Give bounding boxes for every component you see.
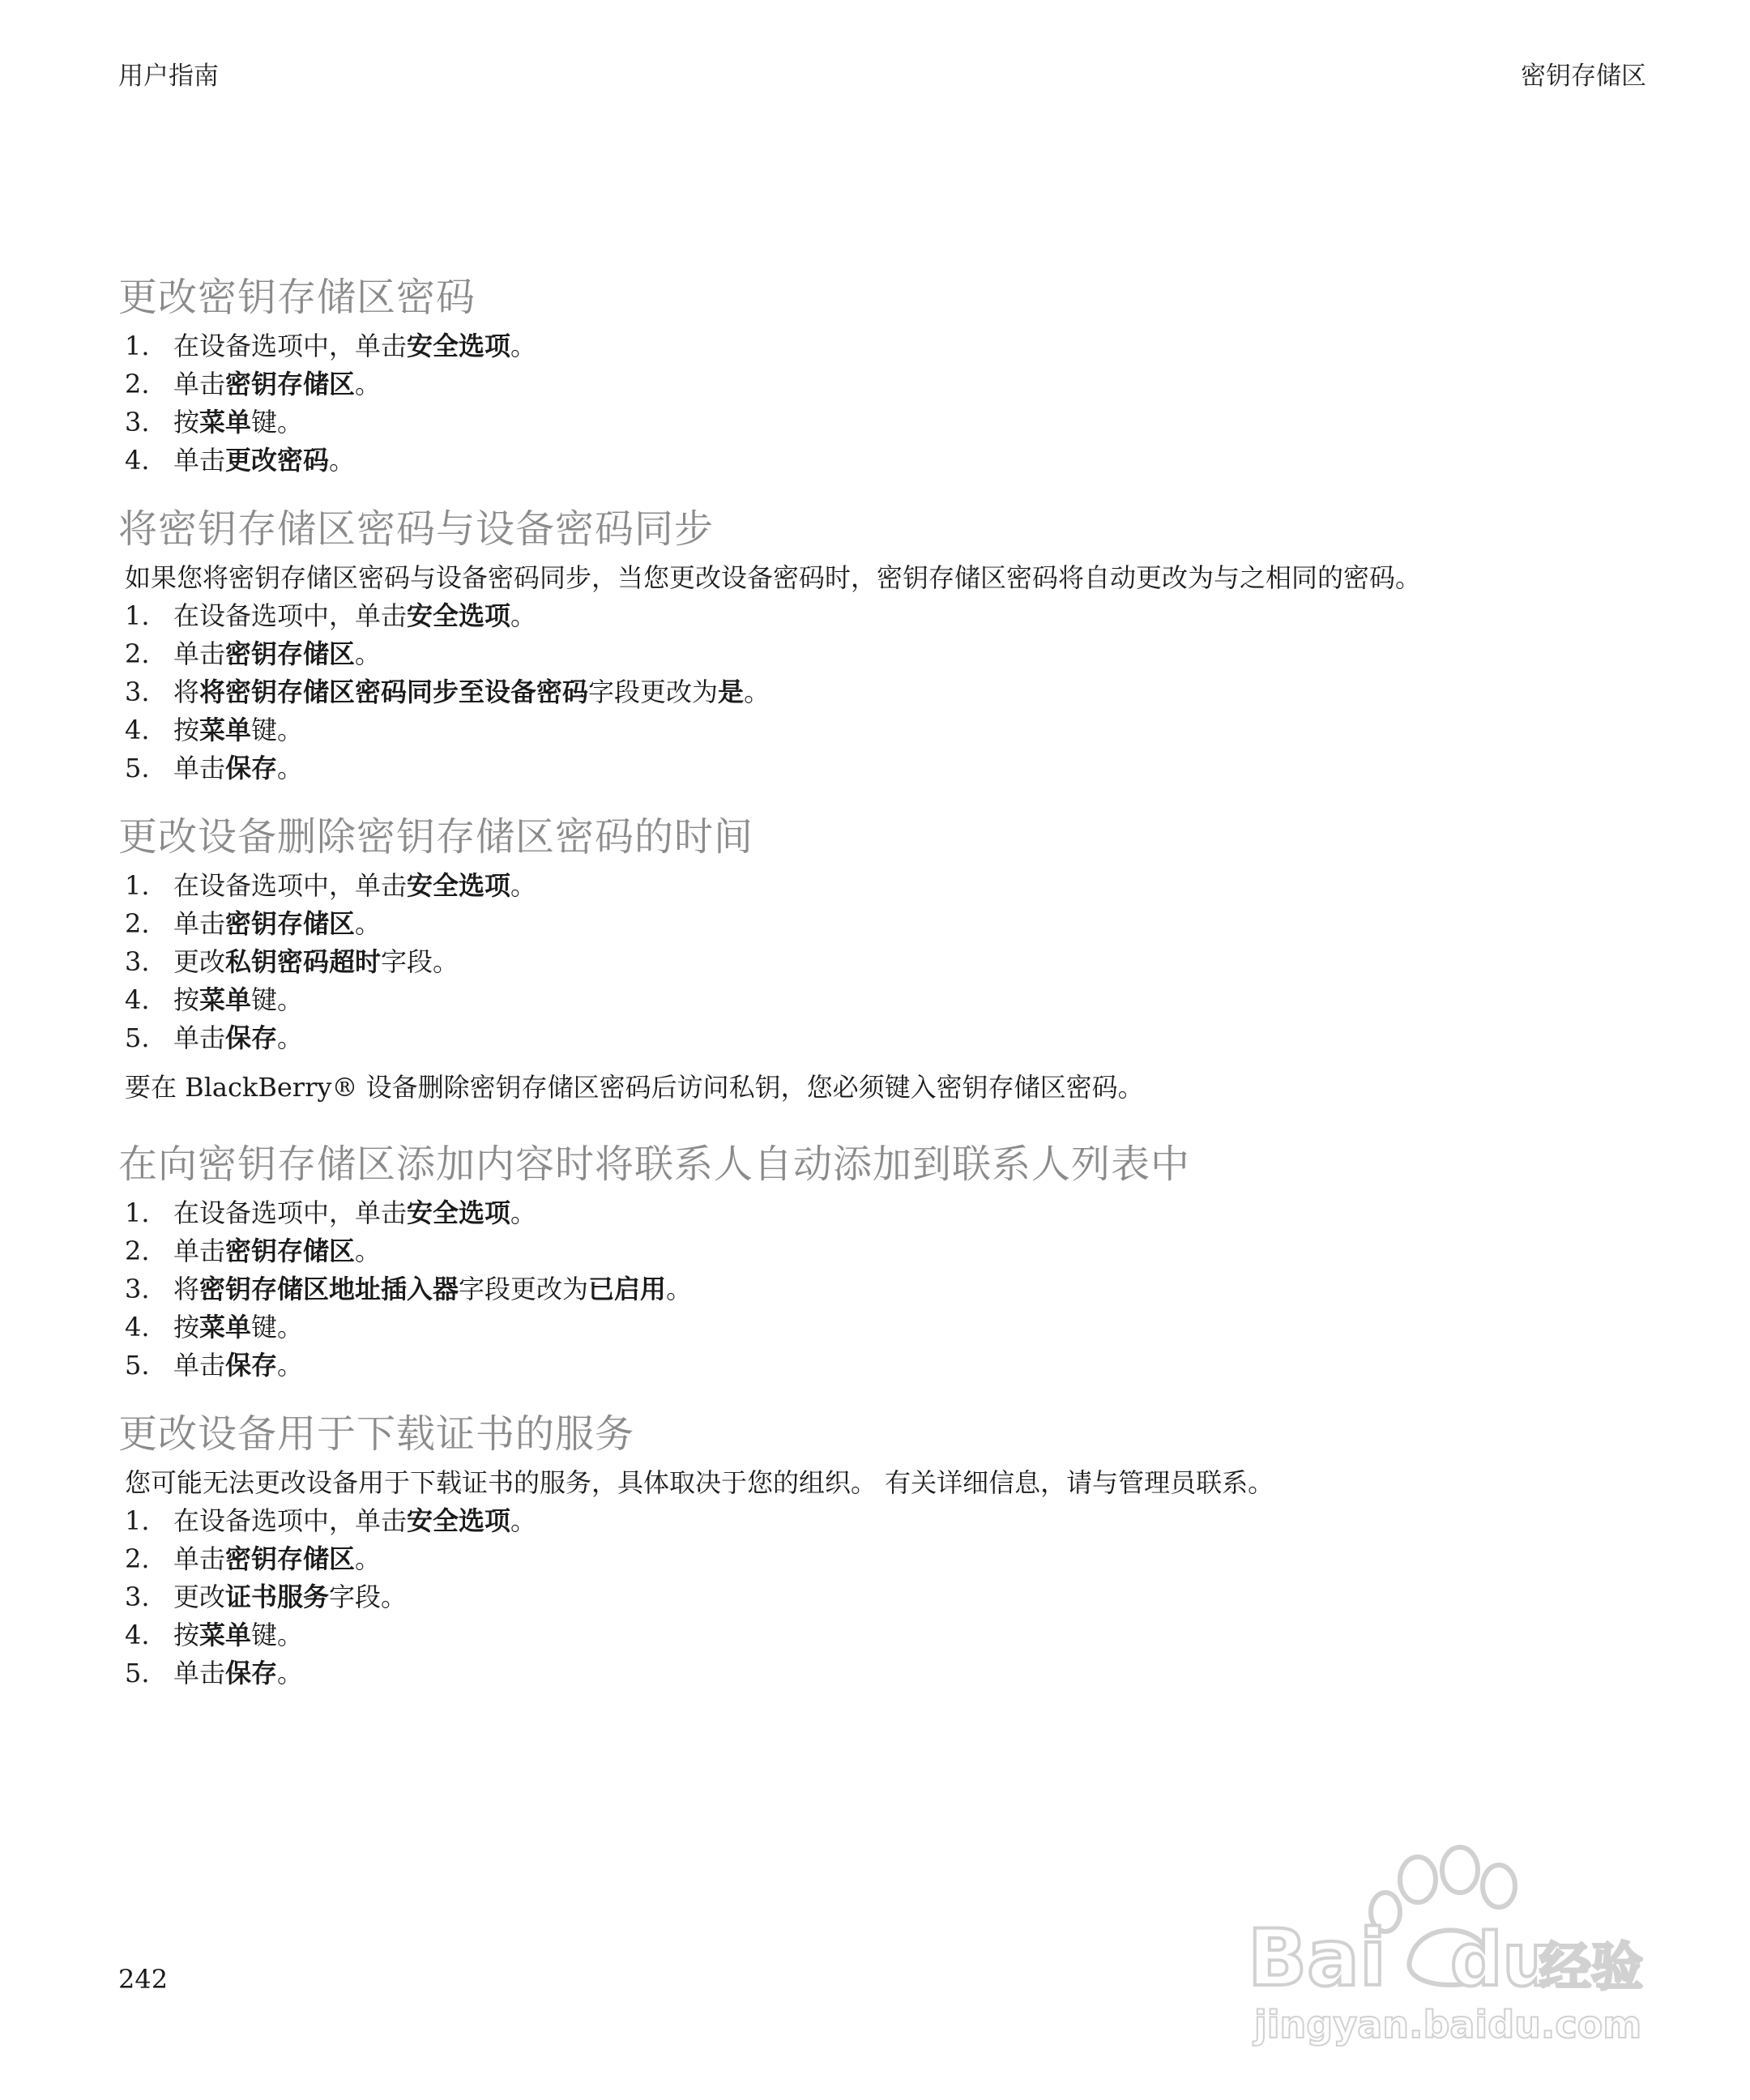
ui-term: 菜单 bbox=[199, 715, 252, 745]
section-note: 要在 BlackBerry® 设备删除密钥存储区密码后访问私钥，您必须键入密钥存储区密码。 bbox=[125, 1072, 1144, 1103]
step-list bbox=[118, 1502, 1658, 1692]
step-item bbox=[118, 1270, 1658, 1308]
step-text bbox=[173, 711, 303, 749]
step-text bbox=[173, 1194, 536, 1232]
step-text bbox=[173, 365, 381, 403]
step-text-fragment: 在设备选项中，单击 bbox=[173, 1505, 408, 1536]
step-text-fragment: 。 bbox=[355, 908, 382, 939]
section-title: 在向密钥存储区添加内容时将联系人自动添加到联系人列表中 bbox=[118, 1142, 1191, 1187]
ui-term: 保存 bbox=[225, 1022, 278, 1053]
step-text-fragment: 键。 bbox=[251, 984, 304, 1015]
step-text-fragment: 。 bbox=[510, 1197, 537, 1228]
step-text bbox=[173, 1347, 303, 1385]
step-number: 1. bbox=[125, 1505, 150, 1536]
step-text bbox=[173, 1232, 381, 1270]
step-text-fragment: 键。 bbox=[251, 1620, 304, 1650]
ui-term: 安全选项 bbox=[407, 870, 511, 901]
step-text bbox=[173, 905, 381, 943]
step-text-fragment: 字段。 bbox=[381, 946, 459, 977]
step-text-fragment: 按 bbox=[173, 984, 200, 1015]
step-text-fragment: 单击 bbox=[173, 1658, 226, 1688]
step-text-fragment: 字段更改为 bbox=[459, 1274, 589, 1304]
step-text-fragment: 单击 bbox=[173, 1236, 226, 1266]
step-item bbox=[118, 1654, 1658, 1692]
step-item bbox=[118, 1502, 1658, 1540]
step-text bbox=[173, 867, 536, 905]
ui-term: 密钥存储区 bbox=[225, 1236, 356, 1266]
ui-term: 更改密码 bbox=[225, 445, 330, 476]
svg-text:经验: 经验 bbox=[1539, 1938, 1643, 1998]
step-number: 2. bbox=[125, 908, 150, 939]
step-item bbox=[118, 1308, 1658, 1347]
step-text-fragment: 。 bbox=[329, 445, 356, 476]
step-text-fragment: 单击 bbox=[173, 369, 226, 399]
step-item bbox=[118, 403, 1658, 442]
step-item bbox=[118, 711, 1658, 749]
step-text-fragment: 在设备选项中，单击 bbox=[173, 870, 408, 901]
step-text-fragment: 按 bbox=[173, 715, 200, 745]
step-text-fragment: 按 bbox=[173, 1312, 200, 1342]
step-item bbox=[118, 749, 1658, 788]
document-body bbox=[118, 272, 1658, 1717]
step-text bbox=[173, 403, 303, 442]
section bbox=[118, 504, 1658, 788]
step-text-fragment: 单击 bbox=[173, 638, 226, 669]
ui-term: 安全选项 bbox=[407, 1197, 511, 1228]
step-item bbox=[118, 1540, 1658, 1578]
step-item bbox=[118, 1616, 1658, 1654]
ui-term: 菜单 bbox=[199, 1312, 252, 1342]
ui-term: 私钥密码超时 bbox=[225, 946, 382, 977]
step-text-fragment: 。 bbox=[355, 1543, 382, 1574]
step-number: 1. bbox=[125, 600, 150, 631]
step-text-fragment: 在设备选项中，单击 bbox=[173, 1197, 408, 1228]
step-text-fragment: 。 bbox=[277, 1022, 304, 1053]
step-number: 3. bbox=[125, 1274, 150, 1304]
step-text-fragment: 。 bbox=[510, 331, 537, 361]
step-number: 5. bbox=[125, 1658, 150, 1688]
ui-term: 安全选项 bbox=[407, 600, 511, 631]
step-list bbox=[118, 1194, 1658, 1385]
step-number: 5. bbox=[125, 753, 150, 783]
section-intro: 如果您将密钥存储区密码与设备密码同步，当您更改设备密码时，密钥存储区密码将自动更改为与之相同的密码。 bbox=[125, 562, 1422, 593]
step-number: 2. bbox=[125, 1236, 150, 1266]
step-text-fragment: 单击 bbox=[173, 908, 226, 939]
step-item bbox=[118, 365, 1658, 403]
section bbox=[118, 812, 1658, 1107]
step-text-fragment: 。 bbox=[277, 1350, 304, 1381]
section-title: 更改设备删除密钥存储区密码的时间 bbox=[118, 814, 754, 860]
step-text-fragment: 单击 bbox=[173, 1543, 226, 1574]
step-text-fragment: 。 bbox=[277, 1658, 304, 1688]
section bbox=[118, 272, 1658, 480]
step-text-fragment: 键。 bbox=[251, 1312, 304, 1342]
step-text-fragment: 在设备选项中，单击 bbox=[173, 331, 408, 361]
svg-text:jingyan.baidu.com: jingyan.baidu.com bbox=[1254, 2003, 1642, 2047]
ui-term: 菜单 bbox=[199, 984, 252, 1015]
step-text-fragment: 将 bbox=[173, 1274, 200, 1304]
section-title: 将密钥存储区密码与设备密码同步 bbox=[118, 506, 715, 552]
step-number: 3. bbox=[125, 946, 150, 977]
ui-term: 密钥存储区 bbox=[225, 1543, 356, 1574]
ui-term: 密钥存储区 bbox=[225, 908, 356, 939]
step-number: 4. bbox=[125, 715, 150, 745]
step-text-fragment: 单击 bbox=[173, 1022, 226, 1053]
step-text-fragment: 。 bbox=[355, 1236, 382, 1266]
svg-text:du: du bbox=[1450, 1918, 1555, 2003]
step-item bbox=[118, 981, 1658, 1019]
step-number: 2. bbox=[125, 369, 150, 399]
step-list bbox=[118, 597, 1658, 788]
step-number: 4. bbox=[125, 1312, 150, 1342]
step-text-fragment: 键。 bbox=[251, 407, 304, 438]
step-item bbox=[118, 597, 1658, 635]
ui-term: 证书服务 bbox=[225, 1581, 330, 1612]
step-text bbox=[173, 943, 459, 981]
ui-term: 菜单 bbox=[199, 1620, 252, 1650]
step-text-fragment: 按 bbox=[173, 407, 200, 438]
step-number: 4. bbox=[125, 445, 150, 476]
section-title: 更改设备用于下载证书的服务 bbox=[118, 1411, 635, 1457]
page-number: 242 bbox=[118, 1964, 169, 1995]
step-text-fragment: 。 bbox=[355, 369, 382, 399]
baidu-jingyan-watermark bbox=[1248, 1839, 1653, 2050]
step-text-fragment: 。 bbox=[744, 677, 770, 707]
ui-term: 将密钥存储区密码同步至设备密码 bbox=[199, 677, 589, 707]
step-text-fragment: 。 bbox=[355, 638, 382, 669]
running-header-left: 用户指南 bbox=[118, 62, 219, 91]
step-number: 1. bbox=[125, 331, 150, 361]
step-text-fragment: 。 bbox=[510, 870, 537, 901]
ui-term: 密钥存储区 bbox=[225, 638, 356, 669]
step-text bbox=[173, 327, 536, 365]
step-number: 1. bbox=[125, 870, 150, 901]
step-text-fragment: 在设备选项中，单击 bbox=[173, 600, 408, 631]
ui-term: 保存 bbox=[225, 753, 278, 783]
step-text-fragment: 。 bbox=[277, 753, 304, 783]
step-item bbox=[118, 327, 1658, 365]
ui-term: 保存 bbox=[225, 1658, 278, 1688]
ui-term: 已启用 bbox=[588, 1274, 667, 1304]
step-text-fragment: 更改 bbox=[173, 1581, 226, 1612]
ui-term: 是 bbox=[718, 677, 745, 707]
step-text bbox=[173, 1308, 303, 1347]
step-number: 3. bbox=[125, 677, 150, 707]
step-list bbox=[118, 867, 1658, 1057]
step-text-fragment: 单击 bbox=[173, 445, 226, 476]
step-text bbox=[173, 1654, 303, 1692]
step-number: 2. bbox=[125, 1543, 150, 1574]
section-title: 更改密钥存储区密码 bbox=[118, 275, 476, 320]
step-number: 3. bbox=[125, 1581, 150, 1612]
step-text bbox=[173, 981, 303, 1019]
step-text bbox=[173, 597, 536, 635]
ui-term: 保存 bbox=[225, 1350, 278, 1381]
step-text bbox=[173, 749, 303, 788]
step-text-fragment: 字段。 bbox=[329, 1581, 408, 1612]
step-item bbox=[118, 1232, 1658, 1270]
ui-term: 密钥存储区 bbox=[225, 369, 356, 399]
step-number: 3. bbox=[125, 407, 150, 438]
section bbox=[118, 1139, 1658, 1385]
section bbox=[118, 1409, 1658, 1692]
step-text-fragment: 字段更改为 bbox=[588, 677, 719, 707]
step-item bbox=[118, 635, 1658, 673]
step-text-fragment: 将 bbox=[173, 677, 200, 707]
step-text-fragment: 按 bbox=[173, 1620, 200, 1650]
step-number: 4. bbox=[125, 984, 150, 1015]
ui-term: 密钥存储区地址插入器 bbox=[199, 1274, 459, 1304]
step-number: 1. bbox=[125, 1197, 150, 1228]
step-text bbox=[173, 635, 381, 673]
ui-term: 安全选项 bbox=[407, 331, 511, 361]
step-item bbox=[118, 442, 1658, 480]
step-text bbox=[173, 1540, 381, 1578]
step-text bbox=[173, 1019, 303, 1057]
step-text bbox=[173, 1616, 303, 1654]
step-text-fragment: 。 bbox=[510, 1505, 537, 1536]
step-number: 5. bbox=[125, 1350, 150, 1381]
step-list bbox=[118, 327, 1658, 480]
step-text bbox=[173, 1270, 692, 1308]
step-item bbox=[118, 867, 1658, 905]
step-text bbox=[173, 442, 355, 480]
step-text-fragment: 更改 bbox=[173, 946, 226, 977]
svg-text:Bai: Bai bbox=[1248, 1913, 1386, 2004]
step-item bbox=[118, 1578, 1658, 1616]
running-header-right: 密钥存储区 bbox=[1521, 62, 1646, 91]
step-item bbox=[118, 1194, 1658, 1232]
step-text bbox=[173, 673, 770, 711]
step-item bbox=[118, 943, 1658, 981]
step-number: 5. bbox=[125, 1022, 150, 1053]
step-text-fragment: 。 bbox=[510, 600, 537, 631]
step-item bbox=[118, 1347, 1658, 1385]
step-item bbox=[118, 1019, 1658, 1057]
step-text-fragment: 键。 bbox=[251, 715, 304, 745]
step-number: 2. bbox=[125, 638, 150, 669]
step-number: 4. bbox=[125, 1620, 150, 1650]
step-text bbox=[173, 1578, 407, 1616]
section-intro: 您可能无法更改设备用于下载证书的服务，具体取决于您的组织。 有关详细信息，请与管理员联系。 bbox=[125, 1467, 1274, 1498]
step-text-fragment: 。 bbox=[666, 1274, 693, 1304]
ui-term: 菜单 bbox=[199, 407, 252, 438]
step-item bbox=[118, 905, 1658, 943]
step-text bbox=[173, 1502, 536, 1540]
ui-term: 安全选项 bbox=[407, 1505, 511, 1536]
step-text-fragment: 单击 bbox=[173, 753, 226, 783]
step-item bbox=[118, 673, 1658, 711]
step-text-fragment: 单击 bbox=[173, 1350, 226, 1381]
